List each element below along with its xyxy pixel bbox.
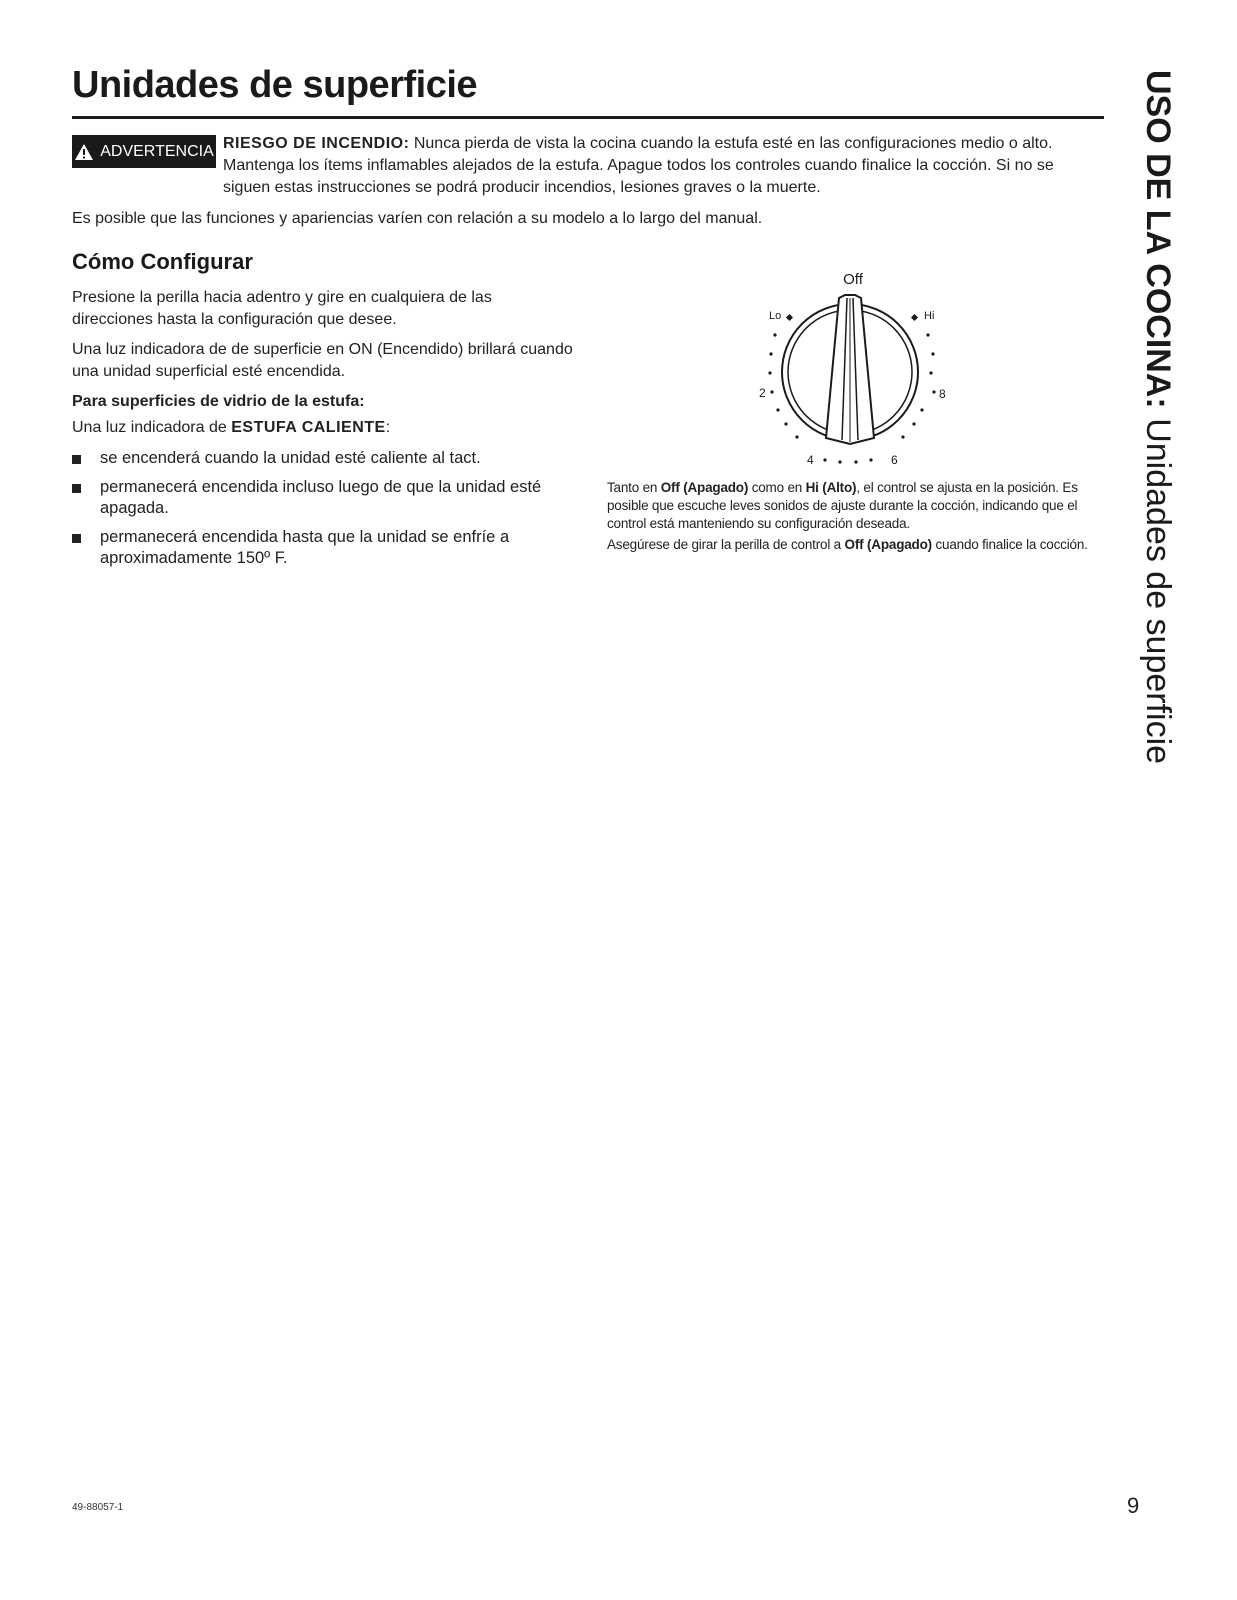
knob-label-hi: Hi	[924, 310, 935, 322]
paragraph-indicator-light: Una luz indicadora de de superficie en ON (Encendido) brillará cuando una unidad superficial esté encendida.	[72, 341, 573, 380]
control-knob-diagram	[750, 262, 960, 472]
document-code: 49-88057-1	[72, 1502, 124, 1513]
list-item: permanecerá encendida hasta que la unidad se enfríe a aproximadamente 150º F.	[72, 527, 552, 569]
knob-label-8: 8	[939, 387, 946, 401]
subheading-glass-surfaces: Para superficies de vidrio de la estufa:	[72, 393, 365, 410]
warning-badge	[72, 135, 216, 168]
paragraph-press-knob: Presione la perilla hacia adentro y gire en cualquiera de las direcciones hasta la configuración que desee.	[72, 289, 492, 328]
page-number: 9	[1127, 1493, 1140, 1518]
warning-triangle-icon	[74, 143, 94, 161]
warning-body: Nunca pierda de vista la cocina cuando la estufa esté en las configuraciones medio o alto. Mantenga los ítems inflamables alejados de la estufa. Apague todos los controles cuando finalice la cocción. Si no se siguen estas instrucciones se podrá producir incendios, lesiones graves o la muerte.	[223, 135, 1054, 196]
hot-surface-label: ESTUFA CALIENTE	[231, 419, 386, 436]
knob-label-lo: Lo	[769, 310, 782, 322]
page-title: Unidades de superficie	[72, 64, 478, 106]
side-tab-text: Unidades de superficie	[1139, 408, 1177, 765]
knob-caption-1: Tanto en Off (Apagado) como en Hi (Alto), el control se ajusta en la posición. Es posible que escuche leves sonidos de ajuste durante la cocción, indicando que el control está manteniendo su configuración deseada.	[607, 480, 1078, 531]
warning-badge-label: ADVERTENCIA	[100, 142, 214, 160]
knob-label-2: 2	[759, 386, 766, 400]
knob-label-6: 6	[891, 453, 898, 467]
title-rule	[72, 116, 1104, 119]
model-note: Es posible que las funciones y apariencias varíen con relación a su modelo a lo largo del manual.	[72, 210, 763, 227]
list-item: se encenderá cuando la unidad esté caliente al tact.	[72, 448, 552, 469]
section-heading: Cómo Configurar	[72, 249, 253, 274]
knob-label-off: Off	[843, 271, 863, 288]
side-section-tab	[1130, 70, 1190, 810]
paragraph-hot-surface: Una luz indicadora de ESTUFA CALIENTE:	[72, 419, 391, 436]
warning-text	[223, 133, 1103, 199]
knob-label-4: 4	[807, 453, 814, 467]
side-tab-bold: USO DE LA COCINA:	[1139, 70, 1177, 409]
knob-caption-2: Asegúrese de girar la perilla de control a Off (Apagado) cuando finalice la cocción.	[607, 537, 1088, 552]
list-item: permanecerá encendida incluso luego de que la unidad esté apagada.	[72, 477, 552, 519]
hot-surface-list	[72, 448, 552, 577]
warning-lead: RIESGO DE INCENDIO:	[223, 135, 410, 152]
